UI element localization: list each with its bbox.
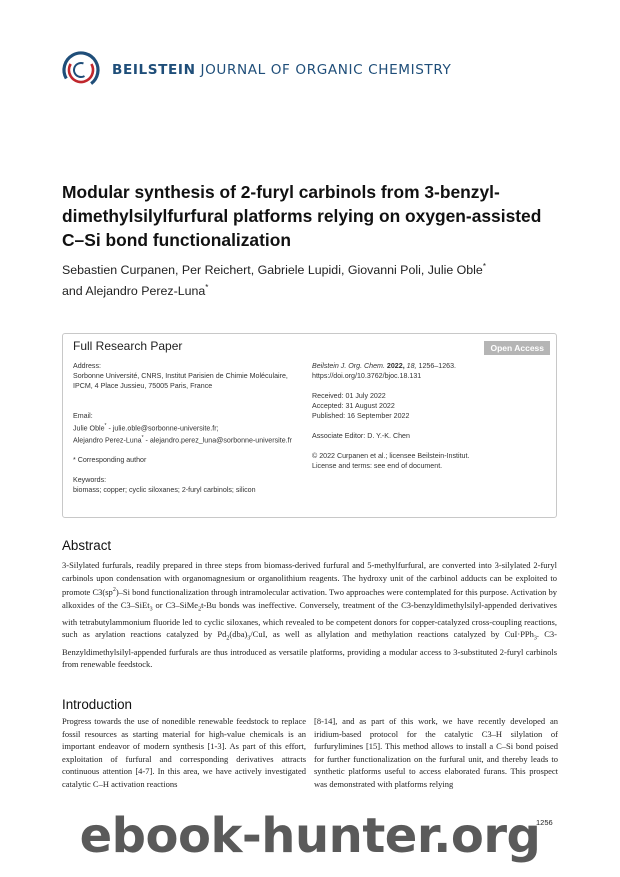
keywords-label: Keywords:: [73, 475, 107, 484]
title-line: Modular synthesis of 2-furyl carbinols from 3-benzyl-: [62, 182, 500, 202]
accepted-date: Accepted: 31 August 2022: [312, 402, 395, 410]
email-line: Julie Oble* - julie.oble@sorbonne-universite.fr;: [73, 423, 219, 433]
corresponding-note: * Corresponding author: [73, 455, 147, 464]
corresponding-mark: *: [205, 283, 209, 293]
title-line: C–Si bond functionalization: [62, 230, 291, 250]
corresponding-mark: *: [482, 262, 486, 271]
published-date: Published: 16 September 2022: [312, 412, 410, 420]
article-type: Full Research Paper: [73, 339, 183, 353]
page-number: 1256: [536, 818, 553, 827]
abstract-heading: Abstract: [62, 538, 112, 553]
authors-line: and Alejandro Perez-Luna: [62, 284, 206, 299]
email-label: Email:: [73, 412, 93, 420]
beilstein-logo-icon: [60, 49, 102, 91]
copyright: © 2022 Curpanen et al.; licensee Beilstein-Institut.: [312, 452, 470, 460]
citation: Beilstein J. Org. Chem. 2022, 18, 1256–1263.: [312, 362, 457, 370]
introduction-heading: Introduction: [62, 697, 132, 712]
keywords: biomass; copper; cyclic siloxanes; 2-furyl carbinols; silicon: [73, 485, 256, 494]
info-right-column: [312, 361, 552, 471]
title-line: dimethylsilylfurfural platforms relying on oxygen-assisted: [62, 206, 542, 226]
intro-column-right: [8-14], and as part of this work, we have recently developed an iridium-based protocol for the catalytic C3–H silylation of furfurylimines [15]. This method allows to install a C–Si bond poised for further functionalization on the furfural unit, and thereby leads to synthetic platforms useful to access elaborated furans. This prospect was demonstrated with platforms relying: [314, 716, 558, 789]
article-title: [62, 180, 562, 252]
open-access-badge: Open Access: [484, 341, 550, 355]
address-line: Sorbonne Université, CNRS, Institut Parisien de Chimie Moléculaire,: [73, 372, 288, 380]
received-date: Received: 01 July 2022: [312, 392, 386, 400]
author-list: [62, 258, 562, 300]
associate-editor: Associate Editor: D. Y.-K. Chen: [312, 432, 410, 440]
info-left-column: [73, 361, 318, 495]
authors-line: Sebastien Curpanen, Per Reichert, Gabriele Lupidi, Giovanni Poli, Julie Oble: [62, 263, 483, 278]
journal-name: BEILSTEIN JOURNAL OF ORGANIC CHEMISTRY: [112, 62, 452, 78]
email-line: Alejandro Perez-Luna* - alejandro.perez_luna@sorbonne-universite.fr: [73, 435, 292, 445]
abstract-text: 3-Silylated furfurals, readily prepared in three steps from biomass-derived furfural and 5-methylfurfural, are converted into 3-silylated 2-furyl carbinols upon condensation with organomagnesium or organolithium reagents. The hydroxy unit of the carbinol adducts can be exploited to promote $C3(sp^2)-Si$ bond functionalization through intramolecular activation. Two approaches were contemplated for this purpose. Activation by alkoxides of the C3–SiEt$_3$ or C3–SiMe$_2$t-Bu bonds was ineffective. Conversely, treatment of the C3-benzyldimethylsilyl-appended derivatives with tetrabutylammonium fluoride led to cyclic siloxanes, which revealed to be competent donors for copper-catalyzed cross-coupling reactions, such as arylation reactions catalyzed by $Pd_2(dba)_3$/CuI, as well as allylation and methylation reactions catalyzed by CuI·PPh$_3$. C3-Benzyldimethylsilyl-appended furfurals are thus introduced as versatile platforms, providing a modular access to 3-substituted 2-furyl carbinols from renewable feedstock.: [62, 560, 558, 670]
doi-link[interactable]: https://doi.org/10.3762/bjoc.18.131: [312, 372, 422, 380]
article-info-box: [62, 333, 557, 518]
email-link[interactable]: - julie.oble@sorbonne-universite.fr;: [106, 424, 219, 433]
address-line: IPCM, 4 Place Jussieu, 75005 Paris, France: [73, 382, 213, 390]
license: License and terms: see end of document.: [312, 462, 443, 470]
watermark: ebook-hunter.org: [79, 808, 541, 864]
address-label: Address:: [73, 362, 101, 370]
journal-header: [60, 48, 451, 92]
email-link[interactable]: - alejandro.perez_luna@sorbonne-universite.fr: [143, 436, 292, 445]
intro-column-left: Progress towards the use of nonedible renewable feedstock to replace fossil resources as starting material for high-value chemicals is an important endeavor of modern synthesis [1-3]. As part of this effort, exploitation of furfural and corresponding derivatives attracts continuous attention [4-7]. In this area, we have actively investigated catalytic C–H activation reactions: [62, 716, 306, 789]
